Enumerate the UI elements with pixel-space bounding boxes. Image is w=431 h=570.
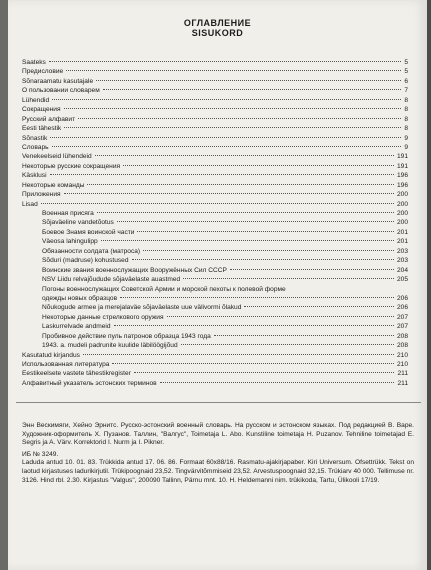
toc-entry	[22, 369, 408, 378]
toc-entry-page: 196	[396, 172, 408, 180]
toc-entry	[22, 58, 408, 67]
toc-leader-dots	[230, 269, 394, 270]
toc-leader-dots	[103, 89, 402, 90]
toc-entry-title: Väeosa lahingulipp	[42, 238, 98, 246]
toc-leader-dots	[66, 70, 401, 71]
toc-entry	[22, 171, 408, 180]
toc-entry	[22, 67, 408, 76]
toc-entry	[22, 86, 408, 95]
toc-entry-title: 1943. a. mudeli padrunite kuulide läbilöögijõud	[42, 342, 178, 350]
toc-entry-page: 211	[397, 370, 408, 378]
toc-leader-dots	[49, 61, 402, 62]
toc-entry	[22, 256, 408, 265]
table-of-contents	[22, 58, 408, 388]
toc-entry	[22, 77, 408, 86]
page-edge-shadow	[427, 0, 431, 570]
toc-entry-page: 200	[396, 219, 408, 227]
toc-entry-page: 201	[396, 238, 408, 246]
toc-entry-page: 200	[396, 191, 408, 199]
toc-entry-page: 206	[396, 294, 408, 302]
toc-leader-dots	[134, 372, 395, 373]
toc-entry-title: Воинские звания военнослужащих Вооружённых Сил СССР	[42, 266, 227, 274]
toc-entry	[22, 237, 408, 246]
toc-entry	[22, 143, 408, 152]
toc-entry-page: 9	[404, 134, 408, 142]
toc-leader-dots	[41, 203, 394, 204]
toc-entry-title: Sõjaväeline vandetõotus	[42, 219, 114, 227]
toc-entry-title: Laskurrelvade andmeid	[42, 323, 111, 331]
toc-leader-dots	[143, 250, 394, 251]
toc-leader-dots	[50, 137, 401, 138]
toc-leader-dots	[50, 174, 394, 175]
toc-leader-dots	[83, 354, 394, 355]
toc-entry-title: Использованная литература	[22, 361, 110, 368]
toc-entry-page: 203	[396, 247, 408, 255]
toc-entry-page: 205	[396, 276, 408, 284]
toc-entry	[22, 332, 408, 341]
toc-entry	[22, 322, 408, 331]
toc-leader-dots	[120, 297, 394, 298]
toc-entry-title: Боевое Знамя воинской части	[42, 228, 135, 236]
toc-entry-title: Пробивное действие пуль патронов образца 1943 года	[42, 332, 211, 340]
toc-entry	[22, 181, 408, 190]
toc-leader-dots	[183, 278, 394, 279]
toc-entry-title: Lisad	[22, 200, 38, 208]
toc-entry-title: Русский алфавит	[22, 115, 76, 123]
toc-entry-page: 6	[404, 77, 408, 85]
toc-entry-page: 211	[397, 379, 408, 387]
toc-entry-title: Предисловие	[22, 68, 64, 76]
toc-entry-page: 200	[396, 210, 408, 217]
toc-entry	[22, 124, 408, 133]
toc-entry-title: Обязанности солдата (матроса)	[42, 247, 141, 255]
toc-leader-dots	[64, 193, 394, 194]
imprint-block	[22, 422, 414, 488]
toc-entry-page: 9	[404, 143, 408, 151]
toc-entry-page: 8	[404, 115, 408, 123]
toc-entry-page: 210	[396, 351, 408, 359]
toc-entry-page: 203	[396, 257, 408, 265]
toc-leader-dots	[132, 259, 394, 260]
toc-entry-title: Сокращения	[22, 106, 61, 114]
toc-entry-title: Eesti tähestik	[22, 125, 62, 133]
toc-entry	[22, 313, 408, 322]
toc-entry-title: Kasutatud kirjandus	[22, 351, 80, 359]
toc-entry-page: 206	[396, 304, 408, 312]
toc-entry-title: Некоторые данные стрелкового оружия	[42, 313, 164, 321]
toc-entry	[22, 152, 408, 161]
toc-entry-page: 191	[396, 162, 408, 170]
toc-entry-title: Sõnaraamatu kasutajale	[22, 77, 94, 85]
toc-entry-title: Словарь	[22, 143, 49, 151]
book-page	[8, 0, 427, 570]
imprint-ib-number: ИБ № 3249.	[22, 450, 59, 458]
toc-leader-dots	[117, 221, 394, 222]
toc-leader-dots	[112, 363, 394, 364]
toc-entry-page: 204	[396, 266, 408, 274]
toc-entry	[22, 275, 408, 284]
toc-entry-page: 191	[396, 153, 408, 161]
toc-leader-dots	[52, 146, 402, 147]
toc-leader-dots	[87, 184, 394, 185]
toc-entry	[22, 341, 408, 350]
toc-entry-page: 8	[404, 125, 408, 133]
toc-entry-title: Алфавитный указатель эстонских терминов	[22, 379, 157, 387]
toc-entry-title: одежды новых образцов	[42, 294, 118, 302]
page-title-estonian: SISUKORD	[191, 28, 244, 38]
toc-entry	[22, 285, 408, 294]
toc-leader-dots	[214, 335, 394, 336]
page-title-russian: ОГЛАВЛЕНИЕ	[183, 18, 252, 28]
toc-entry-page: 200	[396, 200, 408, 208]
toc-entry	[22, 360, 408, 369]
toc-leader-dots	[64, 108, 402, 109]
toc-entry	[22, 209, 408, 218]
toc-leader-dots	[123, 165, 394, 166]
divider	[16, 402, 421, 403]
toc-leader-dots	[78, 118, 401, 119]
toc-entry-title: Saateks	[22, 59, 46, 66]
toc-entry	[22, 115, 408, 124]
toc-entry-title: Käsklusi	[22, 172, 47, 180]
toc-entry	[22, 303, 408, 312]
toc-entry-page: 208	[396, 342, 408, 350]
toc-entry-page: 196	[396, 181, 408, 189]
toc-entry-page: 201	[396, 228, 408, 236]
toc-leader-dots	[96, 80, 401, 81]
toc-entry-title: Sõnastik	[22, 134, 48, 142]
toc-leader-dots	[95, 155, 394, 156]
imprint-authors: Энн Вескимяги, Хейно Эрнитс. Русско-эстонский военный словарь. На русском и эстонском языках. Под редакцией В. Варе. Художник-оформитель X. Пузанов. Таллин, "Валгус", Toimetaja L. Abo. Kunstiline toimetaja H. Puzanov. Tehniline toimetajad E. Segris ja A. Värv. Korrektorid I. Nurm ja I. Pikner.	[22, 422, 414, 447]
toc-leader-dots	[167, 316, 394, 317]
toc-entry	[22, 247, 408, 256]
toc-entry-title: Некоторые русские сокращения	[22, 162, 121, 170]
toc-entry-title: О пользовании словарем	[22, 87, 100, 95]
toc-entry-title: Военная присяга	[42, 210, 94, 217]
toc-entry-page: 8	[404, 96, 408, 104]
toc-entry-title: Приложения	[22, 191, 61, 199]
toc-entry	[22, 190, 408, 199]
toc-leader-dots	[137, 231, 394, 232]
toc-entry-title: Lühendid	[22, 96, 50, 104]
toc-leader-dots	[97, 212, 394, 213]
toc-leader-dots	[160, 382, 395, 383]
toc-entry-title: Погоны военнослужащих Советской Армии и морской пехоты к полевой форме	[42, 285, 286, 293]
toc-entry-title: Nõukogude armee ja mereјalaväe sõjaväelaste uue välivormi õlakud	[42, 304, 242, 312]
toc-entry-title: Eestikeelsete vastete tähestikregister	[22, 370, 131, 378]
toc-entry-page: 207	[396, 313, 408, 321]
toc-entry	[22, 134, 408, 143]
toc-entry	[22, 162, 408, 171]
toc-entry-page: 207	[396, 323, 408, 331]
toc-entry-page: 7	[404, 87, 408, 95]
toc-entry	[22, 351, 408, 360]
toc-entry-page: 208	[396, 332, 408, 340]
toc-leader-dots	[101, 240, 394, 241]
toc-leader-dots	[181, 344, 394, 345]
toc-entry-title: NSV Liidu relvajõudude sõjaväelaste auastmed	[42, 276, 181, 284]
toc-entry	[22, 218, 408, 227]
toc-entry	[22, 294, 408, 303]
toc-leader-dots	[64, 127, 401, 128]
toc-entry-title: Некоторые команды	[22, 181, 85, 189]
toc-entry-page: 5	[404, 59, 408, 66]
toc-entry	[22, 200, 408, 209]
toc-entry-page: 8	[404, 106, 408, 114]
toc-entry	[22, 379, 408, 388]
toc-entry	[22, 96, 408, 105]
toc-entry	[22, 228, 408, 237]
toc-leader-dots	[52, 99, 401, 100]
toc-leader-dots	[114, 325, 394, 326]
imprint-print-details: Laduda antud 10. 01. 83. Trükkida antud 17. 06. 86. Formaat 60x88/16. Rasmatu-ajakirjapaber. Kiri Universum. Ofsettrükk. Tekst on laotud kirjastuses ladurikirjutil. Trükipoognaid 23,52. Tingvärvitõmmiseid 23,52. Arvestuspoognaid 32,15. Trükiarv 40 000. Tellimuse nr. 3126. Hind rbl. 2.30. Kirjastus "Valgus", 200090 Tallinn, Pärnu mnt. 10. H. Heldemanni nim. trükikoda, Tartu, Ülikooli 17/19.	[22, 459, 414, 484]
toc-entry-title: Venekeelseid lühendeid	[22, 153, 92, 161]
toc-entry-page: 5	[404, 68, 408, 76]
toc-entry-title: Sõduri (madruse) kohustused	[42, 257, 129, 265]
toc-leader-dots	[244, 306, 394, 307]
toc-entry	[22, 105, 408, 114]
toc-entry-page: 210	[396, 361, 408, 368]
toc-entry	[22, 266, 408, 275]
